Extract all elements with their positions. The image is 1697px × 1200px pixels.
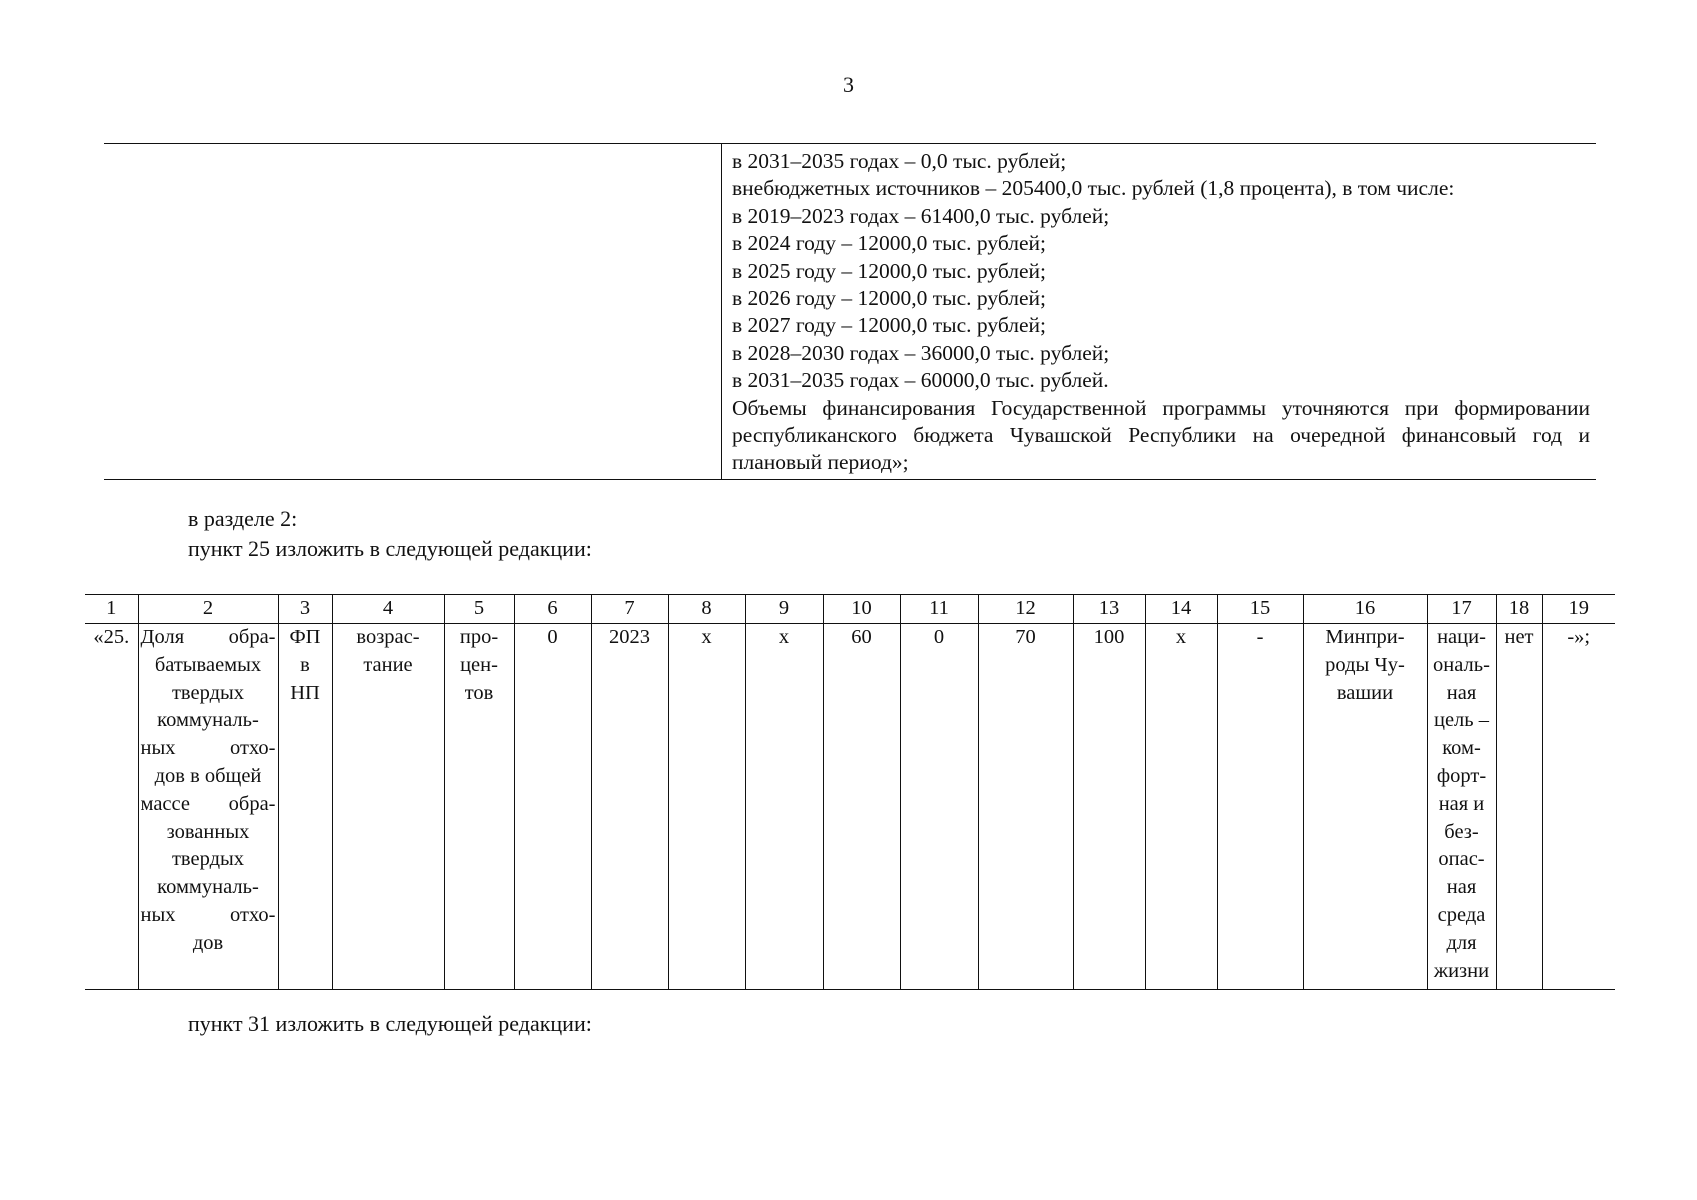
cell-col11: 0 [900,624,978,990]
name-line: массе обра- [140,792,276,815]
goal-line: ная [1446,876,1477,899]
column-header: 4 [332,595,444,624]
financing-line: в 2026 году – 12000,0 тыс. рублей; [732,286,1046,311]
name-line: Доля обра- [140,626,276,648]
column-header: 12 [978,595,1073,624]
cell-national-goal [1427,624,1496,990]
financing-table [104,143,1596,480]
goal-line: среда [1437,903,1486,926]
name-line: дов [192,931,224,954]
cell-col13: 100 [1073,624,1145,990]
column-header: 8 [668,595,745,624]
goal-line: опас- [1438,848,1485,871]
name-line: коммуналь- [157,709,259,732]
financing-text-cell [722,144,1596,479]
column-header: 15 [1217,595,1303,624]
unit-line: цен- [460,653,498,676]
agency-line: Минпри- [1325,626,1405,648]
item25-instruction: пункт 25 изложить в следующей редакции: [188,536,592,561]
page-number: 3 [843,72,854,97]
agency-line: вашии [1336,681,1394,704]
goal-line: без- [1444,820,1479,843]
financing-line: в 2027 году – 12000,0 тыс. рублей; [732,313,1046,338]
column-header: 16 [1303,595,1427,624]
item31-instruction: пункт 31 изложить в следующей редакции: [188,1011,592,1036]
goal-line: ная и [1438,792,1485,815]
name-line: ных отхо- [140,903,276,926]
cell-unit [444,624,514,990]
cell-number: «25. [85,624,138,990]
column-header: 9 [745,595,823,624]
financing-line: в 2031–2035 годах – 60000,0 тыс. рублей. [732,368,1109,393]
cell-col18: нет [1496,624,1542,990]
column-header: 19 [1542,595,1615,624]
goal-line: ком- [1442,737,1481,760]
financing-line: в 2031–2035 годах – 0,0 тыс. рублей; [732,149,1067,173]
cell-col8: х [668,624,745,990]
name-line: коммуналь- [157,876,259,899]
column-header: 14 [1145,595,1217,624]
cell-col10: 60 [823,624,900,990]
table-header-row [85,595,1615,624]
column-header: 11 [900,595,978,624]
financing-line: внебюджетных источников – 205400,0 тыс. рублей (1,8 процента), в том числе: [732,176,1455,201]
financing-label-cell [104,144,722,479]
goal-line: цель – [1433,709,1490,732]
column-header: 17 [1427,595,1496,624]
column-header: 6 [514,595,591,624]
type-line: ФП [289,626,321,648]
cell-indicator-name [138,624,278,990]
name-line: ных отхо- [140,737,276,760]
column-header: 2 [138,595,278,624]
column-header: 1 [85,595,138,624]
goal-line: форт- [1436,764,1487,787]
cell-col14: х [1145,624,1217,990]
goal-line: для [1446,931,1477,954]
column-header: 13 [1073,595,1145,624]
cell-col7: 2023 [591,624,668,990]
name-line: дов в общей [154,764,262,787]
financing-line: в 2028–2030 годах – 36000,0 тыс. рублей; [732,340,1110,365]
name-line: зованных [166,820,250,843]
indicator-table [85,594,1615,990]
column-header: 10 [823,595,900,624]
unit-line: тов [464,681,494,704]
financing-line: в 2025 году – 12000,0 тыс. рублей; [732,258,1046,283]
cell-type [278,624,332,990]
cell-agency [1303,624,1427,990]
agency-line: роды Чу- [1325,653,1405,676]
cell-col12: 70 [978,624,1073,990]
goal-line: жизни [1433,959,1490,982]
column-header: 5 [444,595,514,624]
name-line: твердых [171,681,245,704]
goal-line: нaци- [1437,626,1486,648]
goal-line: ная [1446,681,1477,704]
cell-col19: -»; [1542,624,1615,990]
cell-col6: 0 [514,624,591,990]
type-line: в [300,653,310,676]
type-line: НП [290,681,320,704]
column-header: 3 [278,595,332,624]
section-instruction: в разделе 2: [188,506,298,531]
financing-line: в 2024 году – 12000,0 тыс. рублей; [732,231,1046,256]
column-header: 7 [591,595,668,624]
cell-col15: - [1217,624,1303,990]
financing-line: в 2019–2023 годах – 61400,0 тыс. рублей; [732,203,1110,228]
indicator-table-wrap [85,594,1615,990]
financing-closing: Объемы финансирования Государственной программы уточняются при формировании республиканского бюджета Чувашской Республики на очередной финансовый год и плановый период»; [732,395,1590,475]
direction-text: возрас-тание [356,626,420,676]
goal-line: ональ- [1433,653,1490,676]
name-line: батываемых [154,653,262,676]
cell-direction [332,624,444,990]
table-row [85,624,1615,990]
cell-col9: х [745,624,823,990]
column-header: 18 [1496,595,1542,624]
unit-line: про- [459,626,499,648]
name-line: твердых [171,848,245,871]
